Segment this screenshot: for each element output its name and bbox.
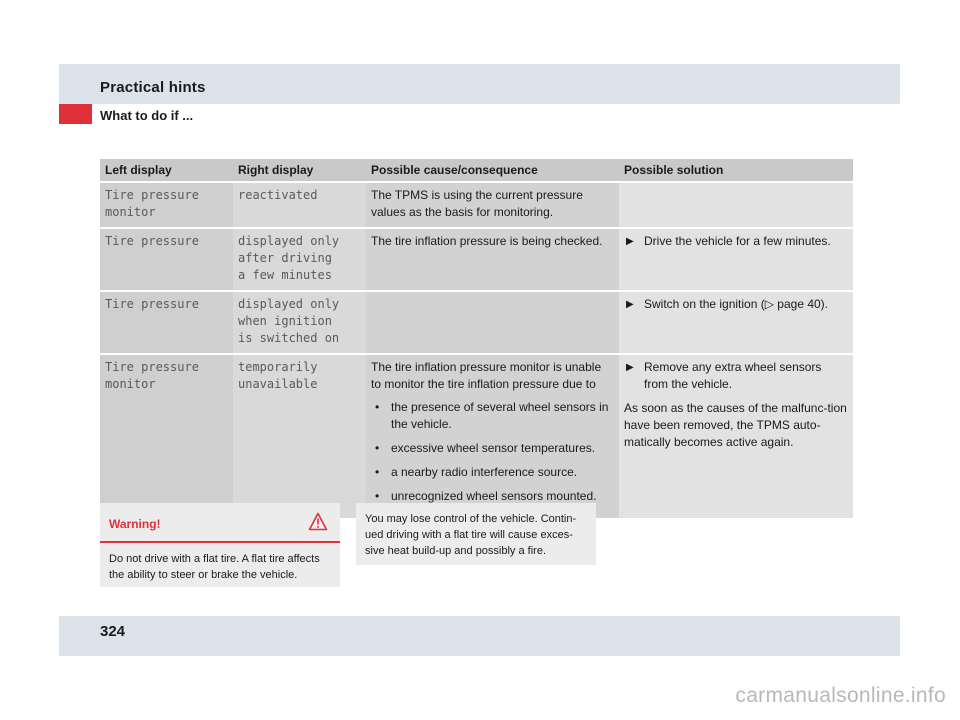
footer-band [59,616,900,656]
warning-text: Do not drive with a flat tire. A flat tire affects the ability to steer or brake the vehicle. [109,553,320,581]
cause-cell: The tire inflation pressure is being checked. [366,228,619,291]
table-header-row [100,159,853,182]
watermark: carmanualsonline.info [735,684,946,707]
cause-text: The tire inflation pressure monitor is unable to monitor the tire inflation pressure due to [371,360,602,391]
bullet-dot: • [375,489,380,503]
solution-cell [619,228,853,291]
list-item-text: unrecognized wheel sensors mounted. [391,489,597,503]
warning-label: Warning! [109,517,161,531]
page-number: 324 [100,623,126,640]
action-text: Drive the vehicle for a few minutes. [644,234,831,248]
column-header-solution: Possible solution [619,159,853,182]
warning-header [100,503,340,543]
solution-cell [619,182,853,228]
left-display-cell: Tire pressure monitor [100,182,233,228]
table-row [100,291,853,354]
action-step [624,233,848,250]
warning-triangle-icon [308,512,328,531]
left-display-cell: Tire pressure [100,228,233,291]
solution-cell [619,291,853,354]
list-item-text: the presence of several wheel sensors in the vehicle. [391,400,609,431]
action-text: Switch on the ignition (▷ page 40). [644,297,829,311]
bullet-dot: • [375,465,380,479]
bullet-dot: • [375,400,380,414]
right-display-cell: displayed only when ignition is switched on [233,291,366,354]
triangle-right-icon: ▶ [626,299,634,310]
right-display-cell: temporarily unavailable [233,354,366,519]
left-display-cell: Tire pressure [100,291,233,354]
solution-cell [619,354,853,519]
action-text: Remove any extra wheel sensors from the vehicle. [644,360,822,391]
solution-note: As soon as the causes of the malfunc-tion have been removed, the TPMS auto-matically becomes active again. [624,401,847,449]
action-step [624,296,848,313]
cause-cell [366,354,619,519]
list-item-text: a nearby radio interference source. [391,465,578,479]
subsection-title: What to do if ... [100,108,194,123]
triangle-right-icon: ▶ [626,236,634,247]
list-item [371,464,614,481]
warning-box [100,503,340,587]
left-display-cell: Tire pressure monitor [100,354,233,519]
cause-cell: The TPMS is using the current pressure values as the basis for monitoring. [366,182,619,228]
column-header-left-display: Left display [100,159,233,182]
column-header-right-display: Right display [233,159,366,182]
bullet-dot: • [375,441,380,455]
table-row [100,228,853,291]
list-item [371,399,614,433]
table-row [100,354,853,519]
red-tab-marker [59,104,92,124]
hints-table [100,159,853,520]
right-display-cell: displayed only after driving a few minutes [233,228,366,291]
column-header-cause: Possible cause/consequence [366,159,619,182]
cause-cell [366,291,619,354]
warning-continuation: You may lose control of the vehicle. Contin-ued driving with a flat tire will cause exces-sive heat build-up and possibly a fire. [356,503,596,565]
table-row [100,182,853,228]
action-step [624,359,848,393]
cause-bullet-list [371,399,614,505]
right-display-cell: reactivated [233,182,366,228]
list-item [371,440,614,457]
section-title: Practical hints [100,79,206,96]
triangle-right-icon: ▶ [626,362,634,373]
list-item-text: excessive wheel sensor temperatures. [391,441,596,455]
